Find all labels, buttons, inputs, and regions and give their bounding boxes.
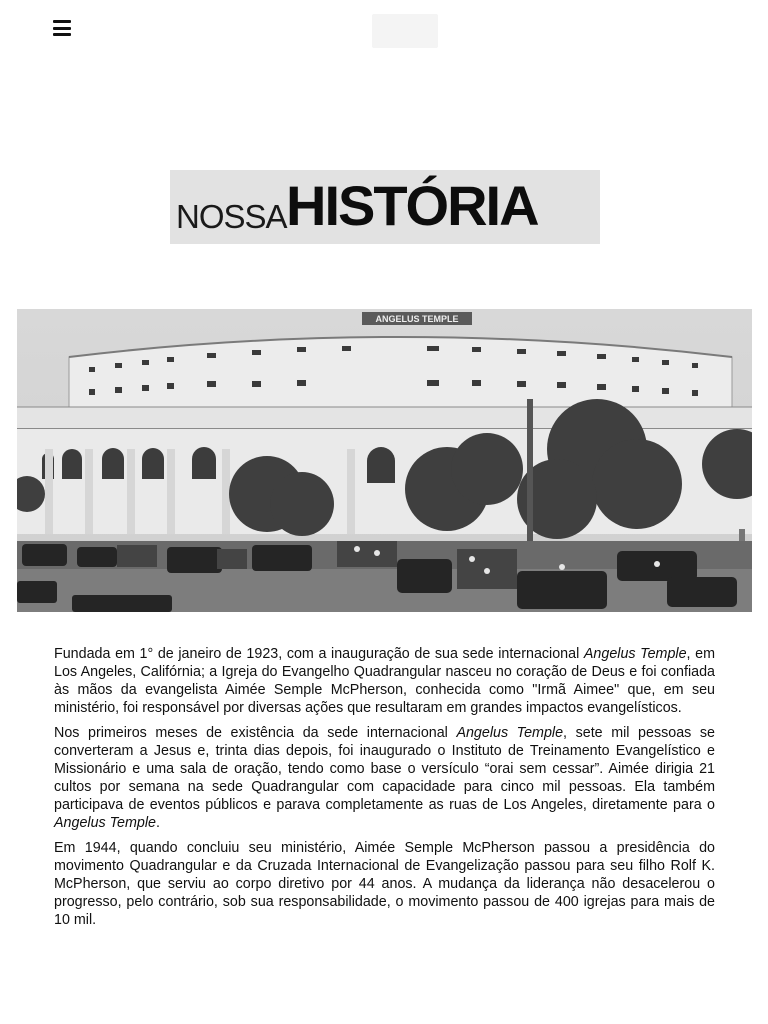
text-run: Em 1944, quando concluiu seu ministério, Aimée Semple McPherson passou a presidência do movimento Quadrangular e da Cruzada Internacional de Evangelização passou para seu filho Rolf K. McPherson, que serviu ao corpo diretivo por 44 anos. A mudança da liderança não desacelerou o progresso, pelo contrário, sob sua responsabilidade, o movimento passou de 400 igrejas para mais de 10 mil.	[54, 840, 715, 928]
title-bold: HISTÓRIA	[286, 174, 538, 237]
paragraph	[54, 645, 715, 717]
paragraph	[54, 724, 715, 832]
text-run: .	[156, 815, 160, 831]
emphasis-text: Angelus Temple	[54, 815, 156, 831]
history-text	[54, 645, 715, 936]
title-banner	[170, 170, 600, 244]
logo-placeholder	[372, 14, 438, 48]
emphasis-text: Angelus Temple	[583, 646, 687, 662]
emphasis-text: Angelus Temple	[456, 725, 564, 741]
text-run: Fundada em 1° de janeiro de 1923, com a inauguração de sua sede internacional	[54, 646, 584, 662]
text-run: , em Los Angeles, Califórnia; a Igreja do Evangelho Quadrangular nasceu no coração de Deus e foi confiada às mãos da evangelista Aimée Semple McPherson, conhecida como "Irmã Aimee" que, em seu ministério, foi responsável por diversas ações que resultaram em grandes impactos evangelísticos.	[54, 646, 716, 716]
text-run: , sete mil pessoas se converteram a Jesus e, trinta dias depois, foi inaugurado o Instituto de Treinamento Evangelístico e Missionário e uma sala de oração, tendo como base o versículo “orai sem cessar”. Aimée dirigia 21 cultos por semana na sede Quadrangular com capacidade para cinco mil pessoas. Ela também participava de eventos públicos e parava completamente as ruas de Los Angeles, diretamente para o	[54, 725, 715, 813]
photo-illustration	[17, 309, 752, 612]
paragraph	[54, 839, 715, 929]
title-light: NOSSA	[176, 198, 287, 235]
hamburger-menu-icon	[53, 20, 71, 23]
angelus-temple-photo	[17, 309, 752, 612]
building-sign: ANGELUS TEMPLE	[375, 314, 459, 324]
text-run: Nos primeiros meses de existência da sede internacional	[54, 725, 457, 741]
menu-button[interactable]	[53, 20, 71, 36]
